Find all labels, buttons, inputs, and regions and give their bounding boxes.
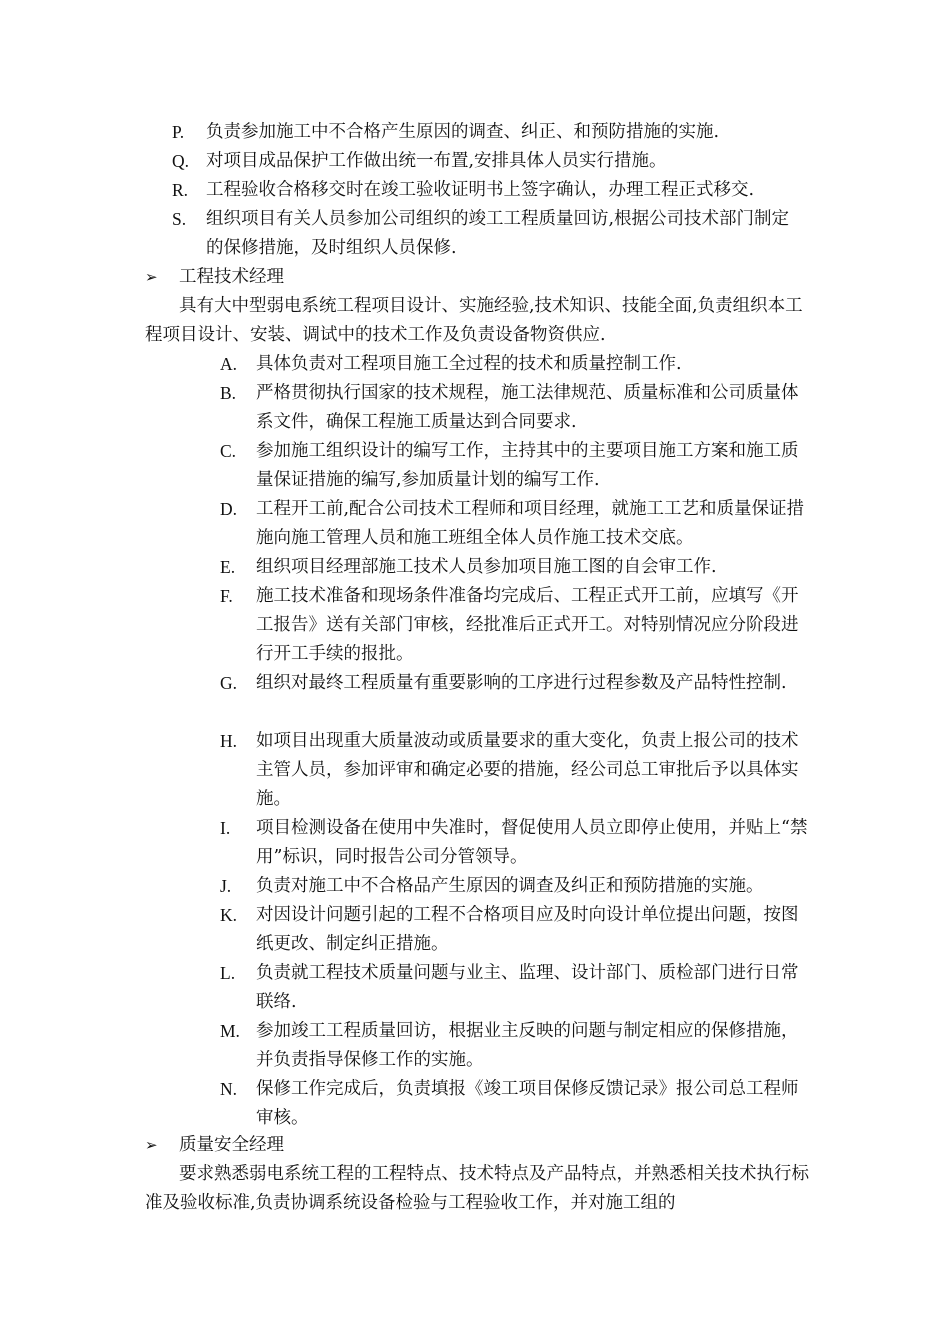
list-item-r bbox=[172, 176, 812, 205]
list-marker: D. bbox=[220, 499, 238, 519]
list-text: 对因设计问题引起的工程不合格项目应及时向设计单位提出问题，按图纸更改、制定纠正措施。 bbox=[256, 905, 799, 954]
list-text: 工程验收合格移交时在竣工验收证明书上签字确认，办理工程正式移交. bbox=[206, 180, 755, 200]
list-item-a bbox=[220, 350, 820, 379]
list-item-d bbox=[220, 495, 820, 553]
list-marker: P. bbox=[172, 122, 185, 142]
list-item-q bbox=[172, 147, 812, 176]
list-item-b bbox=[220, 379, 820, 437]
list-marker: Q. bbox=[172, 151, 190, 171]
section-title: 工程技术经理 bbox=[179, 267, 284, 287]
list-text: 严格贯彻执行国家的技术规程，施工法律规范、质量标准和公司质量体系文件，确保工程施工质量达到合同要求. bbox=[256, 383, 799, 432]
list-item-e bbox=[220, 553, 820, 582]
list-marker: R. bbox=[172, 180, 189, 200]
list-marker: I. bbox=[220, 818, 231, 838]
list-item-i bbox=[220, 814, 820, 872]
list-text: 参加施工组织设计的编写工作，主持其中的主要项目施工方案和施工质量保证措施的编写,参加质量计划的编写工作. bbox=[256, 441, 799, 490]
list-item-f bbox=[220, 582, 820, 669]
arrow-bullet-icon: ➢ bbox=[145, 268, 158, 286]
arrow-bullet-icon: ➢ bbox=[145, 1136, 158, 1154]
list-item-l bbox=[220, 959, 820, 1017]
list-marker: A. bbox=[220, 354, 238, 374]
list-marker: K. bbox=[220, 905, 238, 925]
list-marker: L. bbox=[220, 963, 236, 983]
section-heading-tech-manager bbox=[145, 263, 284, 292]
list-marker: E. bbox=[220, 557, 236, 577]
list-text: 参加竣工工程质量回访，根据业主反映的问题与制定相应的保修措施，并负责指导保修工作的实施。 bbox=[256, 1021, 799, 1070]
list-marker: H. bbox=[220, 731, 238, 751]
list-text: 负责参加施工中不合格产生原因的调查、纠正、和预防措施的实施. bbox=[206, 122, 720, 142]
list-item-m bbox=[220, 1017, 820, 1075]
list-item-k bbox=[220, 901, 820, 959]
list-marker: M. bbox=[220, 1021, 240, 1041]
list-text: 组织对最终工程质量有重要影响的工序进行过程参数及产品特性控制. bbox=[256, 673, 787, 693]
list-marker: B. bbox=[220, 383, 237, 403]
list-text: 具体负责对工程项目施工全过程的技术和质量控制工作. bbox=[256, 354, 682, 374]
list-marker: C. bbox=[220, 441, 237, 461]
list-marker: S. bbox=[172, 209, 187, 229]
list-text: 保修工作完成后，负责填报《竣工项目保修反馈记录》报公司总工程师审核。 bbox=[256, 1079, 799, 1128]
list-text: 项目检测设备在使用中失准时，督促使用人员立即停止使用，并贴上“禁用”标识，同时报告公司分管领导。 bbox=[256, 818, 808, 867]
list-item-j bbox=[220, 872, 820, 901]
section-intro: 具有大中型弱电系统工程项目设计、实施经验,技术知识、技能全面,负责组织本工程项目设计、安装、调试中的技术工作及负责设备物资供应. bbox=[145, 296, 803, 345]
list-text: 对项目成品保护工作做出统一布置,安排具体人员实行措施。 bbox=[206, 151, 667, 171]
list-item-c bbox=[220, 437, 820, 495]
list-item-p bbox=[172, 118, 812, 147]
section-heading-quality-safety-manager bbox=[145, 1131, 284, 1160]
section-intro: 要求熟悉弱电系统工程的工程特点、技术特点及产品特点，并熟悉相关技术执行标准及验收标准,负责协调系统设备检验与工程验收工作，并对施工组的 bbox=[145, 1164, 809, 1213]
section-title: 质量安全经理 bbox=[179, 1135, 284, 1155]
list-text: 如项目出现重大质量波动或质量要求的重大变化，负责上报公司的技术主管人员，参加评审和确定必要的措施，经公司总工审批后予以具体实施。 bbox=[256, 731, 799, 809]
list-item-g bbox=[220, 669, 820, 698]
list-item-h bbox=[220, 727, 820, 814]
list-marker: N. bbox=[220, 1079, 238, 1099]
list-text: 负责对施工中不合格品产生原因的调查及纠正和预防措施的实施。 bbox=[256, 876, 764, 896]
list-item-s bbox=[172, 205, 812, 263]
list-text: 组织项目经理部施工技术人员参加项目施工图的自会审工作. bbox=[256, 557, 717, 577]
list-marker: G. bbox=[220, 673, 238, 693]
list-text: 工程开工前,配合公司技术工程师和项目经理，就施工工艺和质量保证措施向施工管理人员和施工班组全体人员作施工技术交底。 bbox=[256, 499, 805, 548]
list-text: 施工技术准备和现场条件准备均完成后、工程正式开工前，应填写《开工报告》送有关部门审核，经批准后正式开工。对特别情况应分阶段进行开工手续的报批。 bbox=[256, 586, 799, 664]
list-text: 负责就工程技术质量问题与业主、监理、设计部门、质检部门进行日常联络. bbox=[256, 963, 799, 1012]
list-text: 组织项目有关人员参加公司组织的竣工工程质量回访,根据公司技术部门制定的保修措施，及时组织人员保修. bbox=[206, 209, 790, 258]
list-marker: J. bbox=[220, 876, 232, 896]
list-item-n bbox=[220, 1075, 820, 1133]
list-marker: F. bbox=[220, 586, 233, 606]
